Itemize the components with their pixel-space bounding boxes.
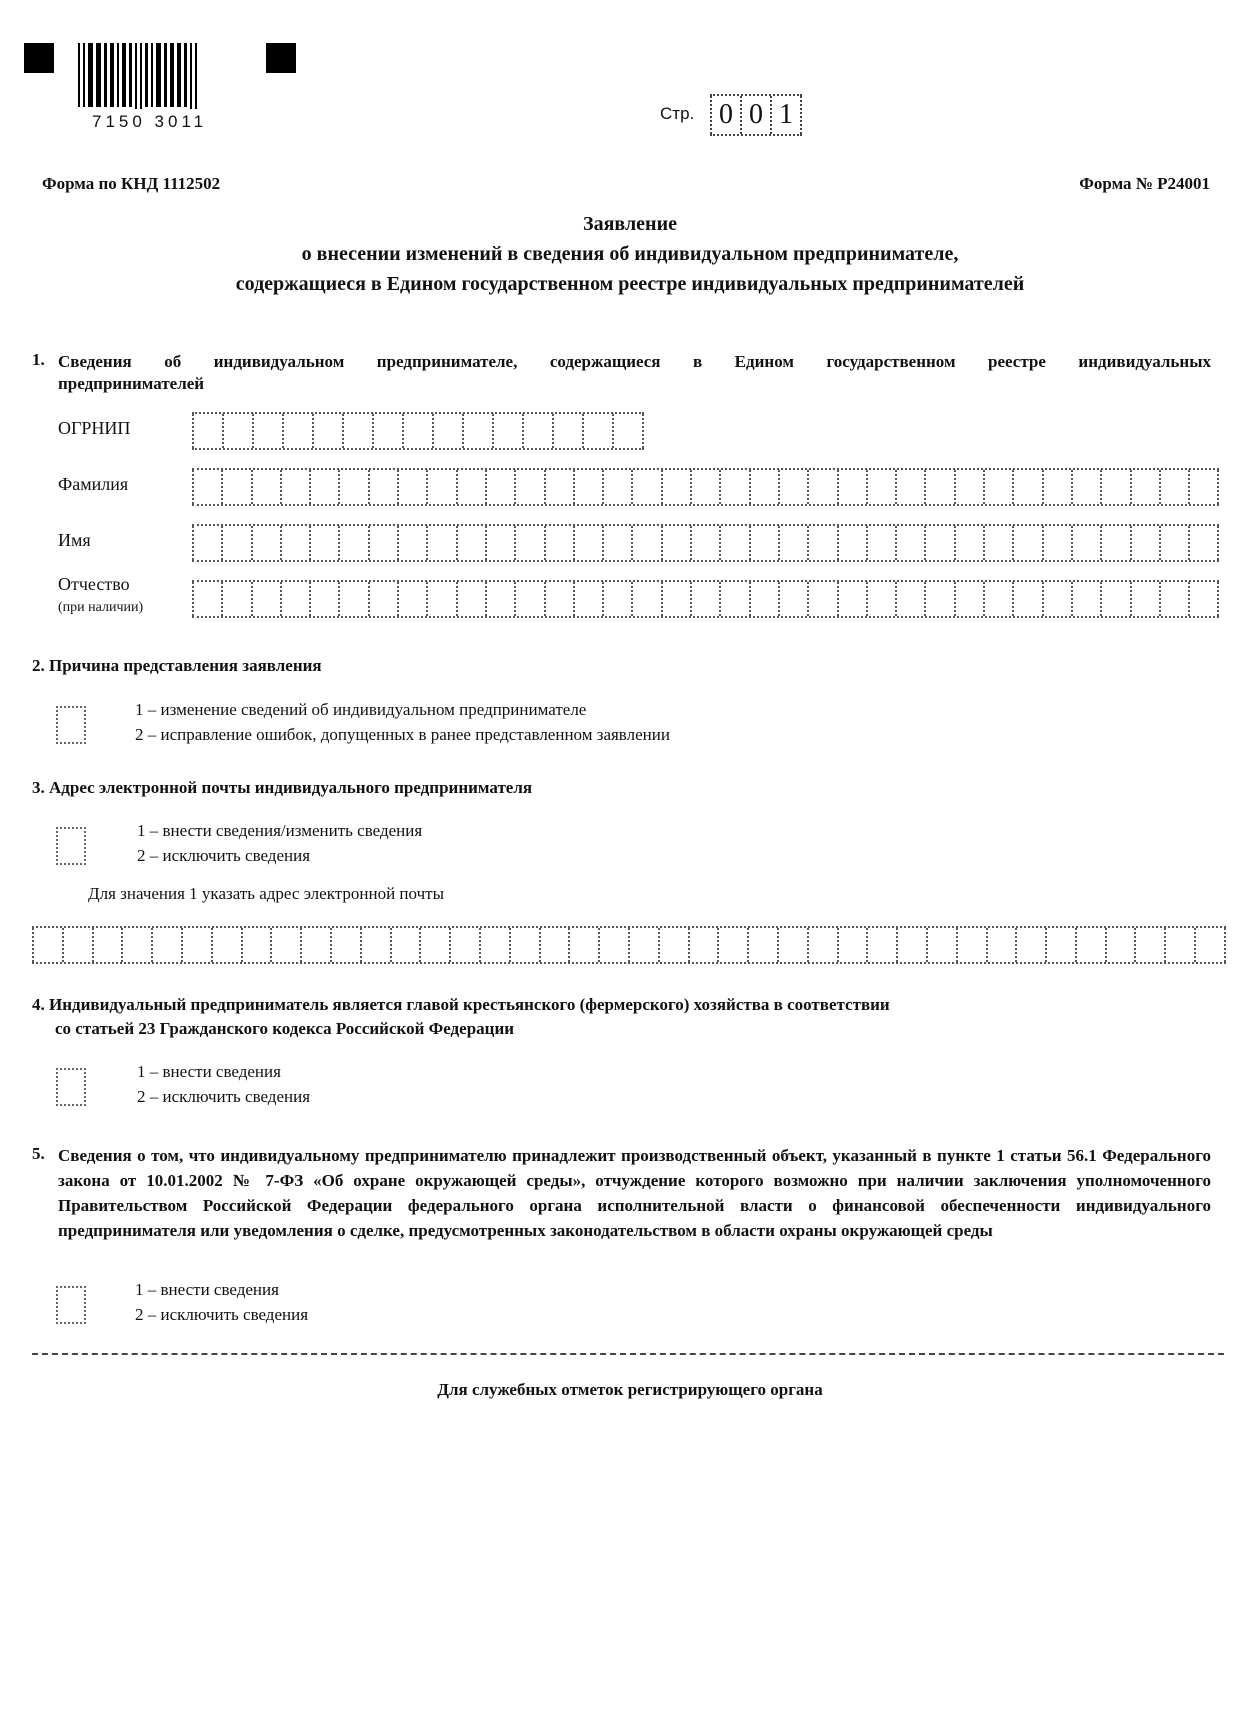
- char-cell: [895, 470, 924, 504]
- char-cell: [151, 928, 181, 962]
- char-cell: [1075, 928, 1105, 962]
- char-cell: [1159, 526, 1188, 560]
- char-cell: [1100, 582, 1129, 616]
- document-title: Заявление: [583, 213, 677, 235]
- service-marks-title: Для служебных отметок регистрирующего органа: [437, 1380, 823, 1399]
- char-cell: [544, 470, 573, 504]
- char-cell: [221, 470, 250, 504]
- char-cell: [807, 470, 836, 504]
- char-cell: [338, 470, 367, 504]
- char-cell: [658, 928, 688, 962]
- char-cell: [192, 582, 221, 616]
- char-cell: [924, 582, 953, 616]
- char-cell: [514, 470, 543, 504]
- section-2-title: 2. Причина представления заявления: [32, 656, 322, 675]
- char-cell: [837, 582, 866, 616]
- char-cell: [309, 526, 338, 560]
- char-cell: [983, 526, 1012, 560]
- char-cell: [719, 582, 748, 616]
- char-cell: [456, 526, 485, 560]
- char-cell: [485, 526, 514, 560]
- char-cell: [1042, 526, 1071, 560]
- char-cell: [837, 526, 866, 560]
- char-cell: [368, 526, 397, 560]
- char-cell: [121, 928, 151, 962]
- section-5-number: 5.: [32, 1144, 45, 1163]
- char-cell: [602, 470, 631, 504]
- char-cell: [631, 470, 660, 504]
- ogrnip-label: ОГРНИП: [58, 418, 131, 438]
- char-cell: [837, 928, 867, 962]
- char-cell: [1130, 582, 1159, 616]
- char-cell: [456, 582, 485, 616]
- char-cell: [573, 526, 602, 560]
- char-cell: [402, 414, 432, 448]
- char-cell: [1105, 928, 1135, 962]
- char-cell: [485, 582, 514, 616]
- char-cell: [544, 582, 573, 616]
- char-cell: [251, 470, 280, 504]
- char-cell: [309, 470, 338, 504]
- char-cell: [573, 582, 602, 616]
- section-4-title-line2: со статьей 23 Гражданского кодекса Российской Федерации: [55, 1019, 515, 1038]
- char-cell: [419, 928, 449, 962]
- char-cell: [749, 526, 778, 560]
- char-cell: [688, 928, 718, 962]
- char-cell: [926, 928, 956, 962]
- char-cell: [426, 526, 455, 560]
- email-option-2: 2 – исключить сведения: [137, 846, 311, 865]
- document-subtitle-2: содержащиеся в Едином государственном реестре индивидуальных предпринимателей: [235, 273, 1025, 295]
- char-cell: [778, 470, 807, 504]
- farm-option-2: 2 – исключить сведения: [137, 1087, 311, 1106]
- patronymic-input[interactable]: [192, 580, 1219, 618]
- cut-line-divider: [32, 1353, 1224, 1355]
- reason-option-1: 1 – изменение сведений об индивидуальном предпринимателе: [135, 700, 587, 719]
- section-3-title: 3. Адрес электронной почты индивидуального предпринимателя: [32, 778, 533, 797]
- char-cell: [1071, 582, 1100, 616]
- page-digit: 0: [710, 96, 740, 134]
- char-cell: [749, 582, 778, 616]
- char-cell: [924, 526, 953, 560]
- char-cell: [954, 526, 983, 560]
- char-cell: [368, 582, 397, 616]
- char-cell: [397, 582, 426, 616]
- char-cell: [62, 928, 92, 962]
- char-cell: [282, 414, 312, 448]
- form-knd: Форма по КНД 1112502: [42, 174, 221, 193]
- char-cell: [270, 928, 300, 962]
- char-cell: [426, 582, 455, 616]
- char-cell: [866, 928, 896, 962]
- char-cell: [778, 582, 807, 616]
- char-cell: [485, 470, 514, 504]
- char-cell: [749, 470, 778, 504]
- char-cell: [192, 526, 221, 560]
- char-cell: [717, 928, 747, 962]
- char-cell: [954, 582, 983, 616]
- char-cell: [456, 470, 485, 504]
- char-cell: [1012, 582, 1041, 616]
- char-cell: [602, 582, 631, 616]
- char-cell: [866, 526, 895, 560]
- email-action-checkbox[interactable]: [56, 827, 86, 865]
- char-cell: [778, 526, 807, 560]
- char-cell: [552, 414, 582, 448]
- section-4-title-line1: 4. Индивидуальный предприниматель является главой крестьянского (фермерского) хозяйства в соответствии: [32, 995, 890, 1014]
- char-cell: [612, 414, 644, 448]
- reason-checkbox[interactable]: [56, 706, 86, 744]
- reason-option-2: 2 – исправление ошибок, допущенных в ранее представленном заявлении: [135, 725, 670, 744]
- production-option-1: 1 – внести сведения: [135, 1280, 279, 1299]
- char-cell: [338, 582, 367, 616]
- char-cell: [397, 526, 426, 560]
- registration-marker-left: [24, 43, 54, 73]
- char-cell: [1134, 928, 1164, 962]
- char-cell: [895, 526, 924, 560]
- production-object-checkbox[interactable]: [56, 1286, 86, 1324]
- char-cell: [222, 414, 252, 448]
- form-number: Форма № Р24001: [1079, 174, 1210, 193]
- registration-marker-right: [266, 43, 296, 73]
- char-cell: [807, 526, 836, 560]
- char-cell: [1071, 470, 1100, 504]
- char-cell: [251, 526, 280, 560]
- char-cell: [1188, 526, 1219, 560]
- char-cell: [522, 414, 552, 448]
- char-cell: [896, 928, 926, 962]
- section-1-title-line1: Сведения об индивидуальном предпринимателе, содержащиеся в Едином государственном реестре индивидуальных: [58, 352, 1211, 371]
- patronymic-sublabel: (при наличии): [58, 600, 144, 615]
- char-cell: [1015, 928, 1045, 962]
- char-cell: [1100, 526, 1129, 560]
- char-cell: [509, 928, 539, 962]
- char-cell: [690, 582, 719, 616]
- char-cell: [837, 470, 866, 504]
- first-name-label: Имя: [58, 530, 91, 550]
- char-cell: [690, 526, 719, 560]
- barcode: [78, 43, 200, 109]
- char-cell: [924, 470, 953, 504]
- char-cell: [1130, 470, 1159, 504]
- char-cell: [631, 582, 660, 616]
- char-cell: [1100, 470, 1129, 504]
- char-cell: [661, 582, 690, 616]
- char-cell: [280, 582, 309, 616]
- page-number-field[interactable]: [710, 94, 802, 136]
- section-1-number: 1.: [32, 350, 45, 369]
- section-1-title: [58, 349, 1211, 374]
- section-1-title-line2: предпринимателей: [58, 374, 205, 393]
- char-cell: [747, 928, 777, 962]
- char-cell: [598, 928, 628, 962]
- char-cell: [280, 470, 309, 504]
- char-cell: [372, 414, 402, 448]
- char-cell: [280, 526, 309, 560]
- char-cell: [1012, 470, 1041, 504]
- production-option-2: 2 – исключить сведения: [135, 1305, 309, 1324]
- farm-option-1: 1 – внести сведения: [137, 1062, 281, 1081]
- char-cell: [338, 526, 367, 560]
- email-input[interactable]: [32, 926, 1226, 964]
- char-cell: [568, 928, 598, 962]
- char-cell: [539, 928, 569, 962]
- char-cell: [866, 470, 895, 504]
- char-cell: [777, 928, 807, 962]
- char-cell: [221, 526, 250, 560]
- char-cell: [1042, 582, 1071, 616]
- char-cell: [181, 928, 211, 962]
- char-cell: [807, 582, 836, 616]
- char-cell: [719, 526, 748, 560]
- char-cell: [330, 928, 360, 962]
- char-cell: [690, 470, 719, 504]
- ogrnip-input[interactable]: [192, 412, 644, 450]
- char-cell: [390, 928, 420, 962]
- farm-head-checkbox[interactable]: [56, 1068, 86, 1106]
- barcode-number: 7150 3011: [92, 112, 208, 131]
- first-name-input[interactable]: [192, 524, 1219, 562]
- char-cell: [1012, 526, 1041, 560]
- email-instruction: Для значения 1 указать адрес электронной почты: [88, 884, 444, 903]
- char-cell: [492, 414, 522, 448]
- char-cell: [514, 526, 543, 560]
- surname-input[interactable]: [192, 468, 1219, 506]
- char-cell: [221, 582, 250, 616]
- char-cell: [986, 928, 1016, 962]
- char-cell: [251, 582, 280, 616]
- page-label: Стр.: [660, 104, 695, 123]
- char-cell: [719, 470, 748, 504]
- char-cell: [426, 470, 455, 504]
- char-cell: [807, 928, 837, 962]
- char-cell: [92, 928, 122, 962]
- char-cell: [32, 928, 62, 962]
- char-cell: [1130, 526, 1159, 560]
- char-cell: [368, 470, 397, 504]
- char-cell: [241, 928, 271, 962]
- char-cell: [192, 414, 222, 448]
- char-cell: [954, 470, 983, 504]
- page-digit: 1: [770, 96, 802, 134]
- char-cell: [1194, 928, 1226, 962]
- char-cell: [1164, 928, 1194, 962]
- patronymic-label: Отчество: [58, 574, 130, 594]
- section-5-text: Сведения о том, что индивидуальному предпринимателю принадлежит производственный объект, указанный в пункте 1 статьи 56.1 Федерального закона от 10.01.2002 № 7-ФЗ «Об охране окружающей среды», отчуждение которого возможно при наличии заключения уполномоченного Правительством Российской Федерации федерального органа исполнительной власти о финансовой обеспеченности индивидуального предпринимателя или уведомления о сделке, предусмотренных законодательством в области охраны окружающей среды: [58, 1146, 1211, 1240]
- email-option-1: 1 – внести сведения/изменить сведения: [137, 821, 423, 840]
- char-cell: [661, 526, 690, 560]
- char-cell: [449, 928, 479, 962]
- char-cell: [1188, 470, 1219, 504]
- char-cell: [312, 414, 342, 448]
- char-cell: [192, 470, 221, 504]
- char-cell: [252, 414, 282, 448]
- char-cell: [983, 582, 1012, 616]
- char-cell: [956, 928, 986, 962]
- char-cell: [397, 470, 426, 504]
- document-subtitle-1: о внесении изменений в сведения об индивидуальном предпринимателе,: [301, 243, 959, 265]
- char-cell: [602, 526, 631, 560]
- surname-label: Фамилия: [58, 474, 129, 494]
- char-cell: [983, 470, 1012, 504]
- char-cell: [582, 414, 612, 448]
- char-cell: [573, 470, 602, 504]
- char-cell: [1071, 526, 1100, 560]
- char-cell: [1042, 470, 1071, 504]
- char-cell: [1159, 470, 1188, 504]
- char-cell: [514, 582, 543, 616]
- char-cell: [211, 928, 241, 962]
- char-cell: [300, 928, 330, 962]
- char-cell: [631, 526, 660, 560]
- char-cell: [479, 928, 509, 962]
- char-cell: [1045, 928, 1075, 962]
- char-cell: [1159, 582, 1188, 616]
- char-cell: [661, 470, 690, 504]
- char-cell: [866, 582, 895, 616]
- char-cell: [895, 582, 924, 616]
- char-cell: [1188, 582, 1219, 616]
- char-cell: [360, 928, 390, 962]
- char-cell: [432, 414, 462, 448]
- char-cell: [342, 414, 372, 448]
- char-cell: [628, 928, 658, 962]
- char-cell: [544, 526, 573, 560]
- char-cell: [462, 414, 492, 448]
- page-digit: 0: [740, 96, 770, 134]
- char-cell: [309, 582, 338, 616]
